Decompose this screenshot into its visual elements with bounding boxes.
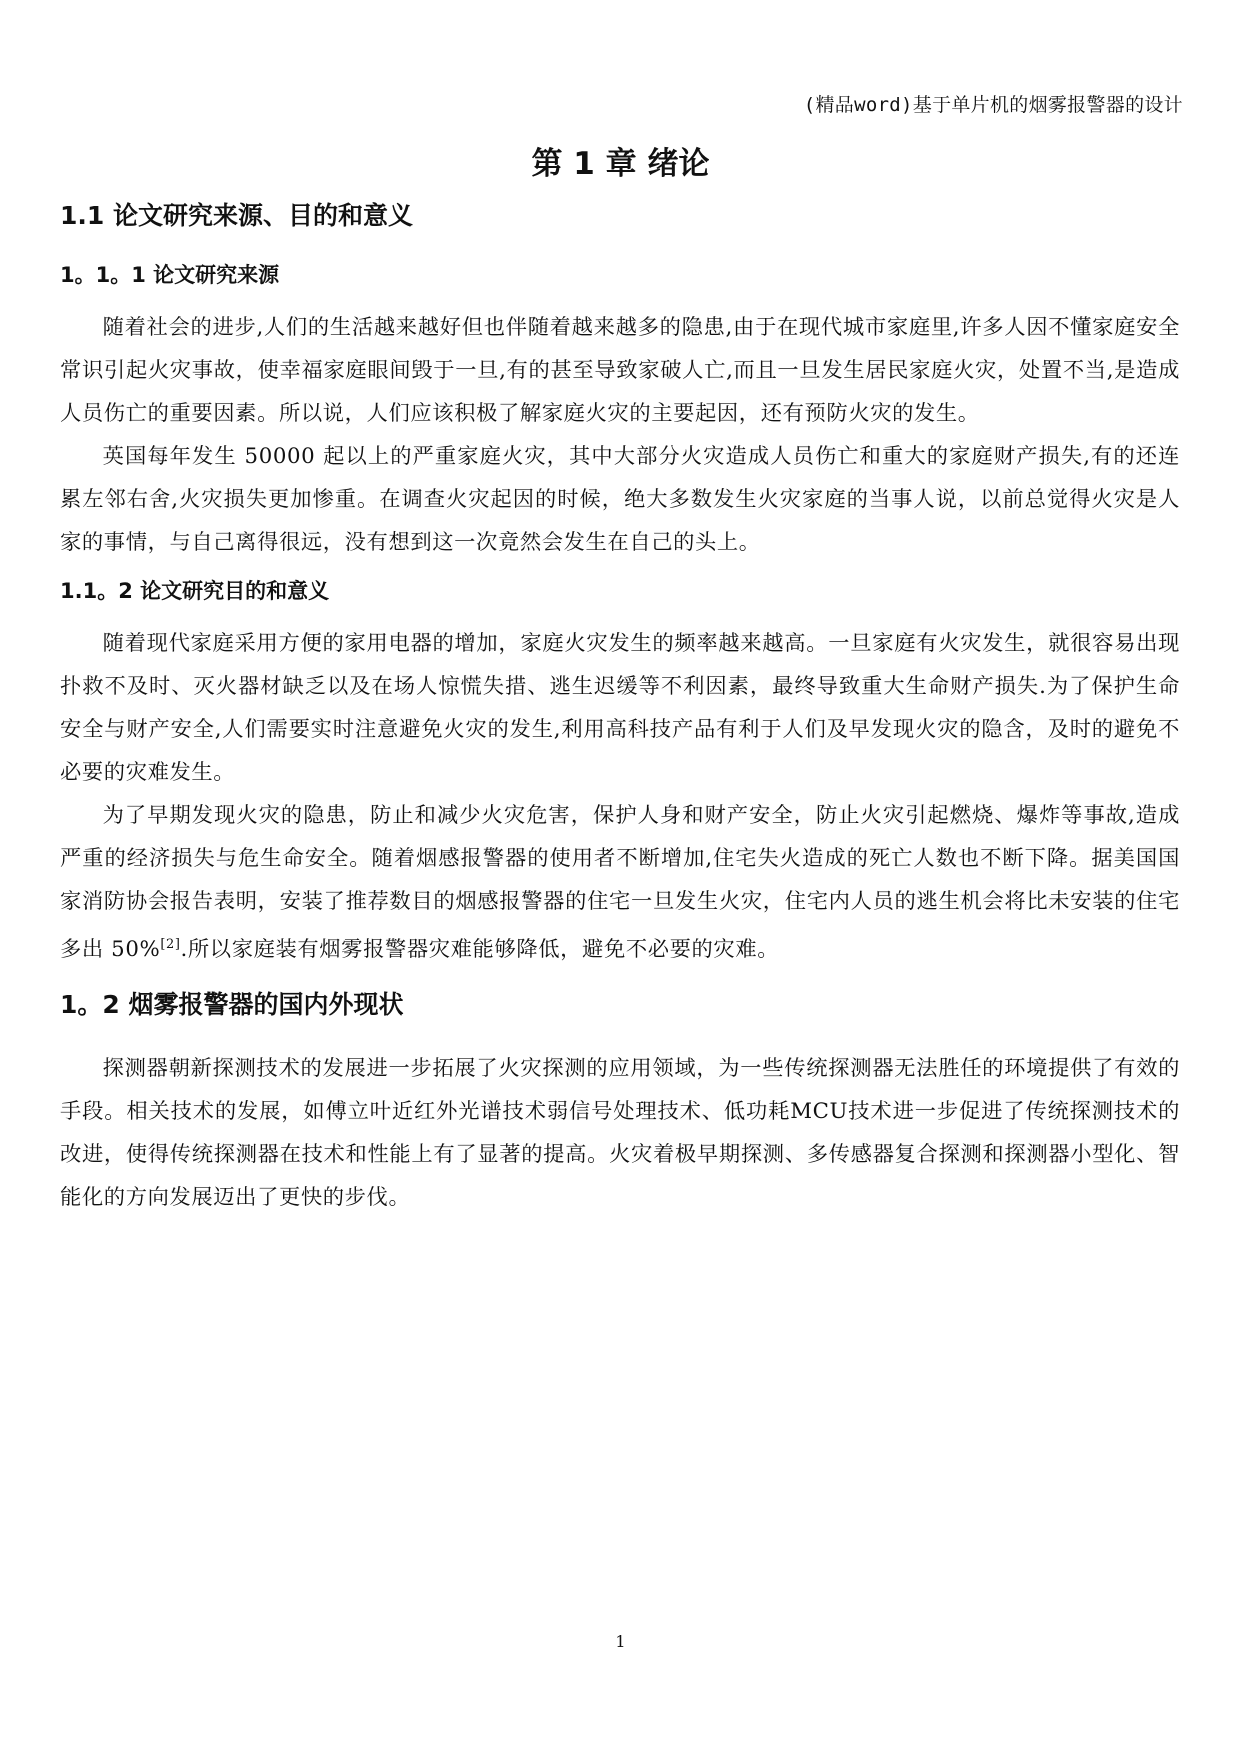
paragraph: 英国每年发生 50000 起以上的严重家庭火灾，其中大部分火灾造成人员伤亡和重大的家庭财产损失,有的还连累左邻右舍,火灾损失更加惨重。在调查火灾起因的时候，绝大多数发生火灾家庭的当事人说，以前总觉得火灾是人家的事情，与自己离得很远，没有想到这一次竟然会发生在自己的头上。: [60, 444, 1180, 555]
section-heading-1-1: 1.1 论文研究来源、目的和意义: [60, 201, 413, 230]
paragraph-with-citation: [60, 794, 1180, 971]
subsection-heading-1-1-1: 1。1。1 论文研究来源: [60, 263, 280, 287]
paragraph: 随着社会的进步,人们的生活越来越好但也伴随着越来越多的隐患,由于在现代城市家庭里,许多人因不懂家庭安全常识引起火灾事故，使幸福家庭眼间毁于一旦,有的甚至导致家破人亡,而且一旦发生居民家庭火灾，处置不当,是造成人员伤亡的重要因素。所以说，人们应该积极了解家庭火灾的主要起因，还有预防火灾的发生。: [60, 315, 1180, 426]
subsection-heading-1-1-2: 1.1。2 论文研究目的和意义: [60, 579, 330, 603]
document-body: [60, 198, 1180, 1219]
section-heading-1-2: 1。2 烟雾报警器的国内外现状: [60, 990, 404, 1020]
page-number: 1: [615, 1632, 626, 1651]
chapter-title: 第 1 章 绪论: [531, 146, 710, 182]
paragraph: 随着现代家庭采用方便的家用电器的增加，家庭火灾发生的频率越来越高。一旦家庭有火灾发生，就很容易出现扑救不及时、灭火器材缺乏以及在场人惊慌失措、逃生迟缓等不利因素，最终导致重大生命财产损失.为了保护生命安全与财产安全,人们需要实时注意避免火灾的发生,利用高科技产品有利于人们及早发现火灾的隐含，及时的避免不必要的灾难发生。: [60, 631, 1180, 785]
paragraph-text: .所以家庭装有烟雾报警器灾难能够降低，避免不必要的灾难。: [180, 937, 780, 963]
running-header: (精品word)基于单片机的烟雾报警器的设计: [803, 94, 1183, 116]
paragraph-text: 为了早期发现火灾的隐患，防止和减少火灾危害，保护人身和财产安全，防止火灾引起燃烧、爆炸等事故,造成严重的经济损失与危生命安全。随着烟感报警器的使用者不断增加,住宅失火造成的死亡人数也不断下降。据美国国家消防协会报告表明，安装了推荐数目的烟感报警器的住宅一旦发生火灾，住宅内人员的逃生机会将比未安装的住宅多出 50%: [60, 803, 1180, 963]
paragraph: 探测器朝新探测技术的发展进一步拓展了火灾探测的应用领域，为一些传统探测器无法胜任的环境提供了有效的手段。相关技术的发展，如傅立叶近红外光谱技术弱信号处理技术、低功耗MCU技术进一步促进了传统探测技术的改进，使得传统探测器在技术和性能上有了显著的提高。火灾着极早期探测、多传感器复合探测和探测器小型化、智能化的方向发展迈出了更快的步伐。: [60, 1056, 1180, 1211]
citation-reference: [2]: [160, 937, 181, 952]
